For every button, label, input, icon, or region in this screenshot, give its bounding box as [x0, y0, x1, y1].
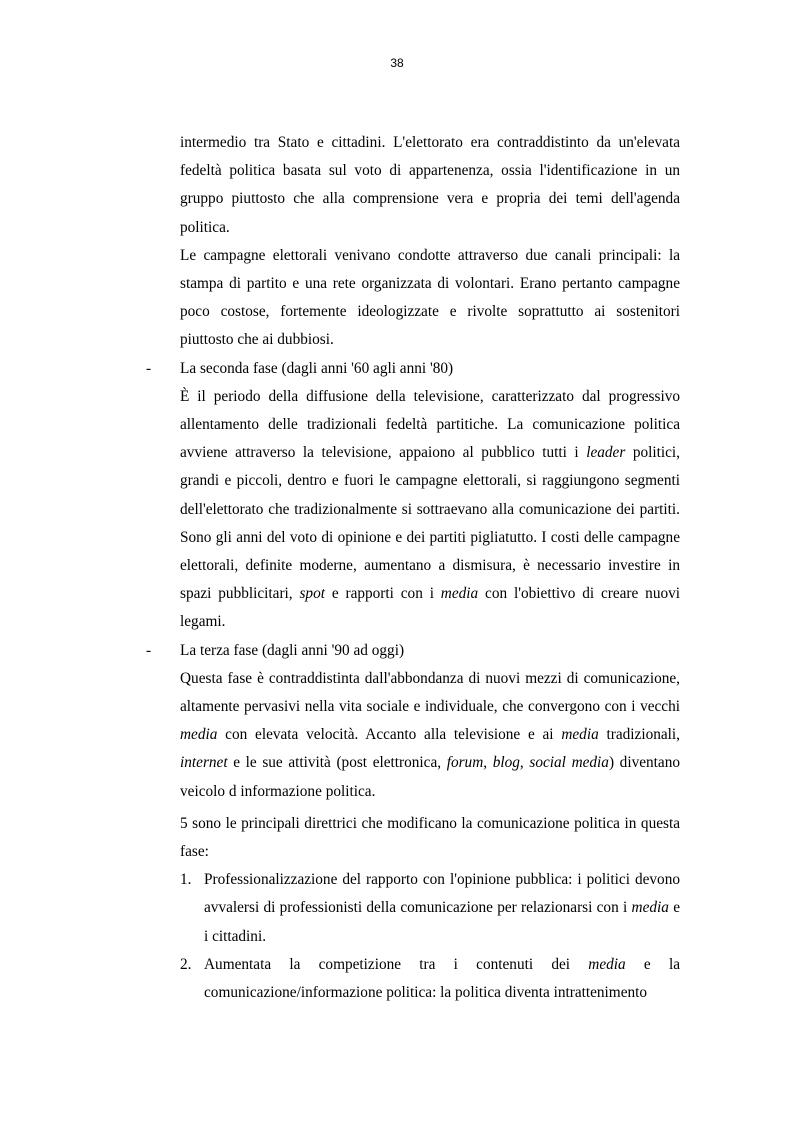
- phase-2-paragraph: [180, 383, 680, 637]
- list-number-2: 2.: [180, 955, 192, 973]
- page-number: 38: [390, 56, 404, 70]
- phase-2-text-a: È il periodo della diffusione della televisione, caratterizzato dal progressivo allentamento delle tradizionali fedeltà partitiche. La comunicazione politica avviene attraverso la televisione, appaiono al pubblico tutti i: [180, 387, 680, 462]
- body-text: [146, 129, 681, 1007]
- list-item-1-text-b: e i cittadini.: [204, 899, 680, 945]
- list-dash: -: [146, 359, 152, 377]
- paragraph-1: intermedio tra Stato e cittadini. L'elettorato era contraddistinto da un'elevata fedeltà politica basata sul voto di appartenenza, ossia l'identificazione in un gruppo piuttosto che alla comprensione vera e propria dei temi dell'agenda politica.: [180, 134, 680, 236]
- phase-3-text-f: ,: [519, 754, 530, 772]
- phase-3-title: La terza fase (dagli anni '90 ad oggi): [180, 641, 405, 659]
- phase-3-text-b: con elevata velocità. Accanto alla televisione e ai: [217, 726, 562, 744]
- phase-3-heading: [146, 637, 680, 665]
- list-item-1: [180, 866, 680, 951]
- phase-2-heading: [146, 355, 680, 383]
- phase-2-text-d: con l'obiettivo di creare nuovi legami.: [180, 585, 681, 631]
- phase-3-text-d: e le sue attività (post elettronica,: [227, 754, 447, 772]
- list-item-2-text-b: e la comunicazione/informazione politica: la politica diventa intrattenimento: [204, 955, 680, 1002]
- list-number-1: 1.: [180, 871, 192, 889]
- phase-3-em-media-1: media: [180, 726, 218, 744]
- phase-3-text-e: ,: [483, 754, 493, 772]
- list-dash: -: [146, 641, 152, 659]
- phase-3-text-g: ) diventano veicolo d informazione politica.: [180, 754, 681, 800]
- phase-3-em-forum: forum: [446, 754, 484, 772]
- phase-2-text-c: e rapporti con i: [324, 585, 441, 603]
- phase-2-em-spot: spot: [299, 585, 325, 603]
- phase-2-title: La seconda fase (dagli anni '60 agli anni '80): [180, 359, 454, 377]
- phase-3-em-internet: internet: [180, 754, 228, 772]
- phase-3-text-c: tradizionali,: [598, 726, 680, 744]
- phase-2-em-media: media: [440, 585, 479, 603]
- phase-2-em-leader: leader: [586, 444, 626, 462]
- list-item-2: [180, 951, 680, 1007]
- phase-3-em-blog: blog: [492, 754, 520, 772]
- phase-3-text-a: Questa fase è contraddistinta dall'abbondanza di nuovi mezzi di comunicazione, altamente pervasivi nella vita sociale e individuale, che convergono con i vecchi: [180, 669, 680, 716]
- phase-3-paragraph: [180, 665, 680, 806]
- list-item-2-em-media: media: [588, 955, 626, 973]
- phase-2-text-b: politici, grandi e piccoli, dentro e fuori le campagne elettorali, si raggiungono segmenti dell'elettorato che tradizionalmente si sottraevano alla comunicazione dei partiti. Sono gli anni del voto di opinione e dei partiti pigliatutto. I costi delle campagne elettorali, definite moderne, aumentano a dismisura, è necessario investire in spazi pubblicitari,: [180, 444, 680, 603]
- list-item-2-text-a: Aumentata la competizione tra i contenuti dei: [204, 955, 589, 973]
- list-item-1-text-a: Professionalizzazione del rapporto con l'opinione pubblica: i politici devono avvalersi di professionisti della comunicazione per relazionarsi con i: [204, 871, 680, 917]
- directrices-paragraph: 5 sono le principali direttrici che modificano la comunicazione politica in questa fase:: [180, 814, 680, 861]
- phase-3-em-media-2: media: [561, 726, 599, 744]
- paragraph-2: Le campagne elettorali venivano condotte attraverso due canali principali: la stampa di partito e una rete organizzata di volontari. Erano pertanto campagne poco costose, fortemente ideologizzate e rivolte soprattutto ai sostenitori piuttosto che ai dubbiosi.: [180, 246, 680, 349]
- phase-3-em-social-media: social media: [529, 754, 609, 772]
- list-item-1-em-media: media: [631, 899, 669, 917]
